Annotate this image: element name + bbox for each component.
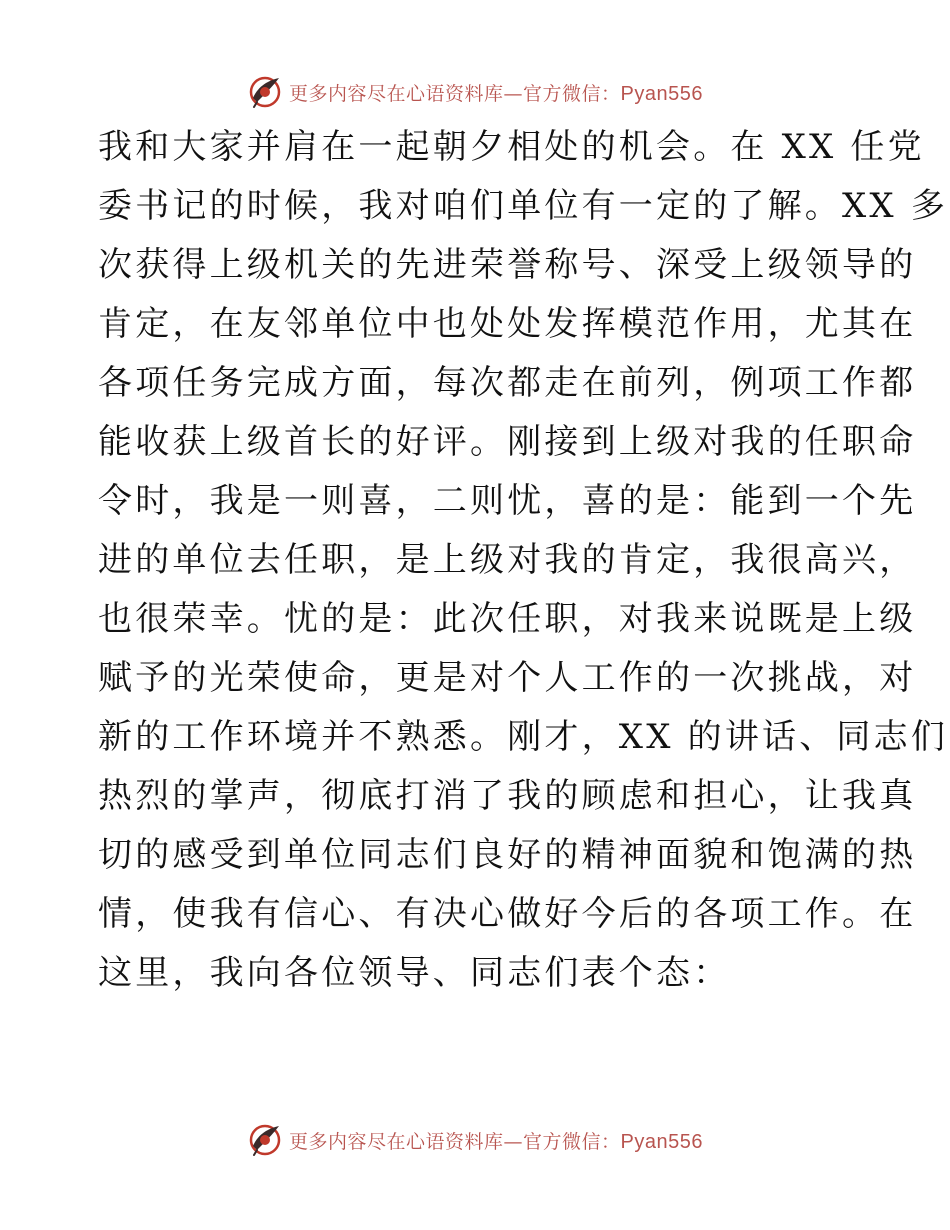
banner-text-cn: 更多内容尽在心语资料库—官方微信：: [289, 1130, 621, 1153]
body-line: 赋予的光荣使命，更是对个人工作的一次挑战，对: [98, 658, 917, 698]
body-line: 次获得上级机关的先进荣誉称号、深受上级领导的: [98, 245, 917, 285]
body-line: 也很荣幸。忧的是：此次任职，对我来说既是上级: [98, 599, 917, 639]
body-line: 新的工作环境并不熟悉。刚才，XX 的讲话、同志们: [98, 717, 949, 757]
quill-pen-logo-icon: [247, 1122, 283, 1158]
document-body: [98, 118, 949, 1003]
banner-wechat-id: Pyan556: [620, 1130, 703, 1153]
banner-wechat-id: Pyan556: [620, 82, 703, 105]
body-line: 切的感受到单位同志们良好的精神面貌和饱满的热: [98, 835, 917, 875]
body-line: 肯定，在友邻单位中也处处发挥模范作用，尤其在: [98, 304, 917, 344]
banner-text: [289, 1127, 703, 1154]
body-line: 令时，我是一则喜，二则忧，喜的是：能到一个先: [98, 481, 917, 521]
banner-text: [289, 79, 703, 106]
body-line: 进的单位去任职，是上级对我的肯定，我很高兴，: [98, 540, 917, 580]
body-line: 能收获上级首长的好评。刚接到上级对我的任职命: [98, 422, 917, 462]
footer-banner: [0, 1118, 950, 1162]
body-line: 委书记的时候，我对咱们单位有一定的了解。XX 多: [98, 186, 949, 226]
body-line: 我和大家并肩在一起朝夕相处的机会。在 XX 任党: [98, 127, 925, 167]
banner-text-cn: 更多内容尽在心语资料库—官方微信：: [289, 82, 621, 105]
body-line: 情，使我有信心、有决心做好今后的各项工作。在: [98, 894, 917, 934]
body-line: 这里，我向各位领导、同志们表个态：: [98, 953, 731, 993]
quill-pen-logo-icon: [247, 74, 283, 110]
header-banner: [0, 70, 950, 114]
body-line: 热烈的掌声，彻底打消了我的顾虑和担心，让我真: [98, 776, 917, 816]
body-line: 各项任务完成方面，每次都走在前列，例项工作都: [98, 363, 917, 403]
